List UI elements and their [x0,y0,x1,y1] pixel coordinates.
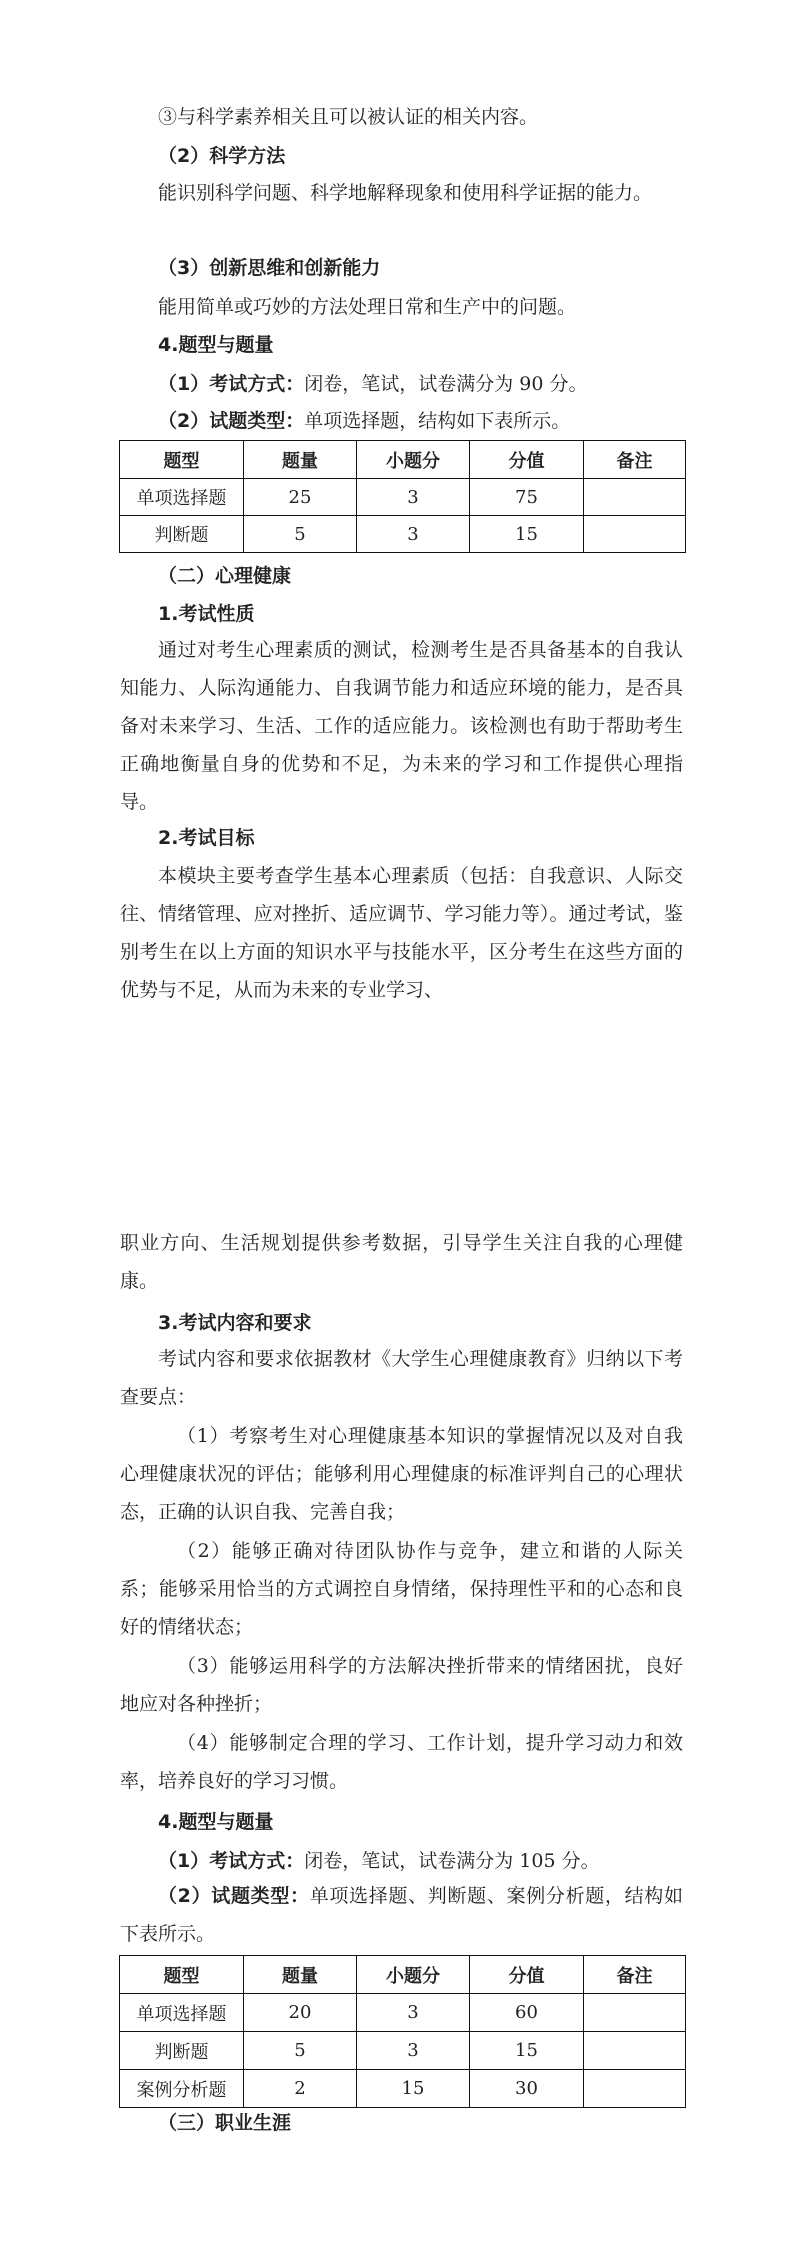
score-table-1 [119,440,686,553]
table-cell: 单项选择题 [120,1994,244,2032]
table-header-cell: 分值 [470,441,584,479]
table-cell: 判断题 [120,516,244,553]
table-cell: 2 [244,2070,357,2108]
knowledge-item-3: ③与科学素养相关且可以被认证的相关内容。 [158,106,539,128]
table-header-cell: 题量 [244,1956,357,1994]
table-cell: 案例分析题 [120,2070,244,2108]
exam-mode-line-2 [158,1849,600,1873]
content-point-1: （1）考察考生对心理健康基本知识的掌握情况以及对自我心理健康状况的评估；能够利用心理健康的标准评判自己的心理状态，正确的认识自我、完善自我； [120,1425,683,1523]
table-cell: 15 [357,2070,470,2108]
table-row [120,1994,686,2032]
table-row [120,516,686,553]
table-cell: 5 [244,516,357,553]
table-cell: 20 [244,1994,357,2032]
table-cell: 60 [470,1994,584,2032]
table-cell: 25 [244,479,357,516]
content-point-2: （2）能够正确对待团队协作与竞争，建立和谐的人际关系；能够采用恰当的方式调控自身情绪，保持理性平和的心态和良好的情绪状态； [120,1540,683,1638]
section-heading-mental-health: （二）心理健康 [158,565,292,587]
exam-type-line-2 [120,1877,683,1953]
table-row [120,2032,686,2070]
exam-mode-line [158,372,588,396]
exam-goal-heading: 2.考试目标 [158,827,255,849]
table-header-cell: 题型 [120,1956,244,1994]
table-row [120,479,686,516]
scientific-method-text: 能识别科学问题、科学地解释现象和使用科学证据的能力。 [158,182,653,204]
question-type-heading: 4.题型与题量 [158,334,274,356]
table-row [120,2070,686,2108]
exam-mode-text: 闭卷，笔试，试卷满分为 105 分。 [304,1850,600,1872]
table-cell: 75 [470,479,584,516]
table-header-cell: 题型 [120,441,244,479]
exam-mode-text: 闭卷，笔试，试卷满分为 90 分。 [304,373,588,395]
section-heading-career: （三）职业生涯 [158,2112,292,2134]
table-header-cell: 小题分 [357,1956,470,1994]
exam-type-text: 单项选择题、判断题、案例分析题，结构如下表所示。 [120,1885,683,1945]
exam-mode-label: （1）考试方式： [158,373,305,395]
table-cell: 15 [470,516,584,553]
question-type-heading-2: 4.题型与题量 [158,1811,274,1833]
table-cell: 3 [357,1994,470,2032]
table-cell [584,2032,686,2070]
exam-type-label: （2）试题类型： [158,1885,310,1907]
table-cell: 3 [357,2032,470,2070]
scientific-method-heading: （2）科学方法 [158,145,286,167]
exam-goal-text-a: 本模块主要考查学生基本心理素质（包括：自我意识、人际交往、情绪管理、应对挫折、适应调节、学习能力等）。通过考试，鉴别考生在以上方面的知识水平与技能水平，区分考生在这些方面的优势与不足，从而为未来的专业学习、 [120,865,683,1001]
exam-content-heading: 3.考试内容和要求 [158,1312,312,1334]
table-header-cell: 分值 [470,1956,584,1994]
table-cell: 3 [357,516,470,553]
table-header-row [120,441,686,479]
table-header-cell: 小题分 [357,441,470,479]
table-cell [584,1994,686,2032]
table-cell: 单项选择题 [120,479,244,516]
exam-goal-text-b: 职业方向、生活规划提供参考数据，引导学生关注自我的心理健康。 [120,1232,683,1292]
table-header-cell: 题量 [244,441,357,479]
table-header-cell: 备注 [584,441,686,479]
exam-type-text: 单项选择题，结构如下表所示。 [304,410,571,432]
table-cell: 判断题 [120,2032,244,2070]
table-cell [584,516,686,553]
table-cell [584,2070,686,2108]
exam-type-line [158,409,570,433]
exam-nature-text: 通过对考生心理素质的测试，检测考生是否具备基本的自我认知能力、人际沟通能力、自我调节能力和适应环境的能力，是否具备对未来学习、生活、工作的适应能力。该检测也有助于帮助考生正确地衡量自身的优势和不足，为未来的学习和工作提供心理指导。 [120,639,683,813]
table-cell: 15 [470,2032,584,2070]
table-cell [584,479,686,516]
exam-nature-heading: 1.考试性质 [158,603,255,625]
content-point-3: （3）能够运用科学的方法解决挫折带来的情绪困扰，良好地应对各种挫折； [120,1655,683,1715]
table-cell: 30 [470,2070,584,2108]
table-cell: 5 [244,2032,357,2070]
table-cell: 3 [357,479,470,516]
table-header-cell: 备注 [584,1956,686,1994]
exam-type-label: （2）试题类型： [158,410,305,432]
content-point-4: （4）能够制定合理的学习、工作计划，提升学习动力和效率，培养良好的学习习惯。 [120,1732,683,1792]
exam-content-intro: 考试内容和要求依据教材《大学生心理健康教育》归纳以下考查要点： [120,1348,683,1408]
score-table-2 [119,1955,686,2108]
innovation-heading: （3）创新思维和创新能力 [158,257,381,279]
exam-mode-label: （1）考试方式： [158,1850,305,1872]
innovation-text: 能用简单或巧妙的方法处理日常和生产中的问题。 [158,296,577,318]
table-header-row [120,1956,686,1994]
